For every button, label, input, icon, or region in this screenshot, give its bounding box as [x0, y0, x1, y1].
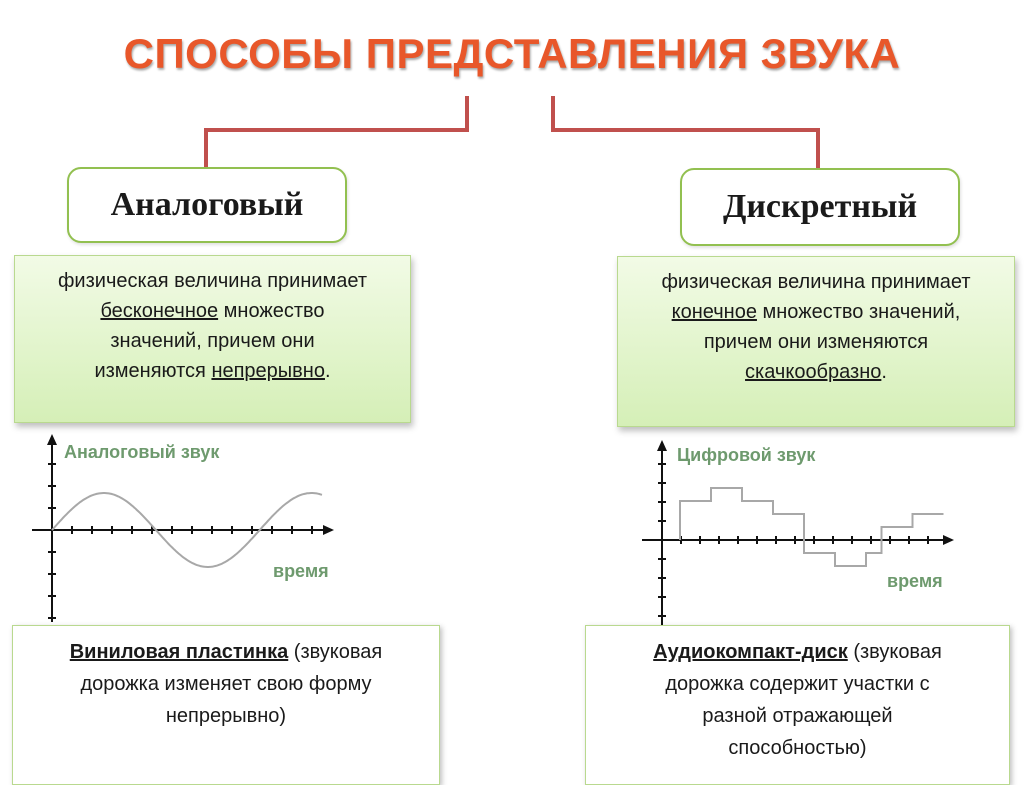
digital-media-line1 [586, 636, 1009, 668]
analog-desc-line4-end: . [324, 360, 331, 382]
analog-media-line3: непрерывно) [165, 705, 287, 727]
digital-description [617, 256, 1015, 427]
digital-desc-line4-end: . [881, 361, 887, 383]
digital-desc-line2-rest: множество значений, [756, 301, 961, 323]
digital-desc-line2 [618, 297, 1014, 327]
digital-desc-line1: физическая величина принимает [661, 271, 971, 293]
digital-media-line3: разной отражающей [702, 705, 893, 727]
analog-desc-line1: физическая величина принимает [57, 270, 368, 292]
y-axis-arrow [657, 440, 667, 451]
digital-desc-line4 [618, 357, 1014, 387]
digital-step-series [680, 488, 944, 566]
digital-media-box [585, 625, 1010, 785]
digital-desc-underlined: конечное [671, 301, 757, 323]
analog-desc-line3: значений, причем они [110, 330, 315, 352]
analog-chart [30, 430, 340, 626]
page-title: СПОСОБЫ ПРЕДСТАВЛЕНИЯ ЗВУКА [123, 30, 901, 77]
analog-media-rest1: (звуковая [288, 641, 383, 663]
analog-desc-underlined2: непрерывно [211, 360, 325, 382]
analog-desc-line4 [15, 356, 410, 386]
digital-media-line2: дорожка содержит участки с [665, 673, 930, 695]
digital-type-box [680, 168, 960, 246]
x-axis-arrow [943, 535, 954, 545]
connector-left [206, 96, 467, 168]
analog-desc-line2-rest: множество [218, 300, 325, 322]
y-axis-arrow [47, 434, 57, 445]
digital-type-label: Дискретный [722, 188, 918, 225]
analog-desc-line4-start: изменяются [94, 360, 212, 382]
analog-description [14, 255, 411, 423]
analog-desc-underlined: бесконечное [100, 300, 219, 322]
analog-media-bold: Виниловая пластинка [69, 641, 289, 663]
analog-type-label: Аналоговый [110, 186, 304, 223]
digital-media-rest1: (звуковая [847, 641, 942, 663]
digital-chart-title: Цифровой звук [677, 445, 816, 465]
digital-chart [640, 436, 960, 632]
digital-media-line4: способностью) [728, 737, 867, 759]
digital-desc-underlined2: скачкообразно [745, 361, 882, 383]
analog-desc-line2 [15, 296, 410, 326]
connector-right [553, 96, 818, 168]
x-axis-arrow [323, 525, 334, 535]
analog-media-line2: дорожка изменяет свою форму [80, 673, 372, 695]
analog-chart-xlabel: время [273, 561, 329, 581]
analog-media-box [12, 625, 440, 785]
digital-desc-line3: причем они изменяются [703, 331, 929, 353]
digital-media-bold: Аудиокомпакт-диск [653, 641, 848, 663]
analog-type-box [67, 167, 347, 243]
analog-media-line1 [13, 636, 439, 668]
analog-chart-title: Аналоговый звук [64, 442, 220, 462]
digital-chart-xlabel: время [887, 571, 943, 591]
